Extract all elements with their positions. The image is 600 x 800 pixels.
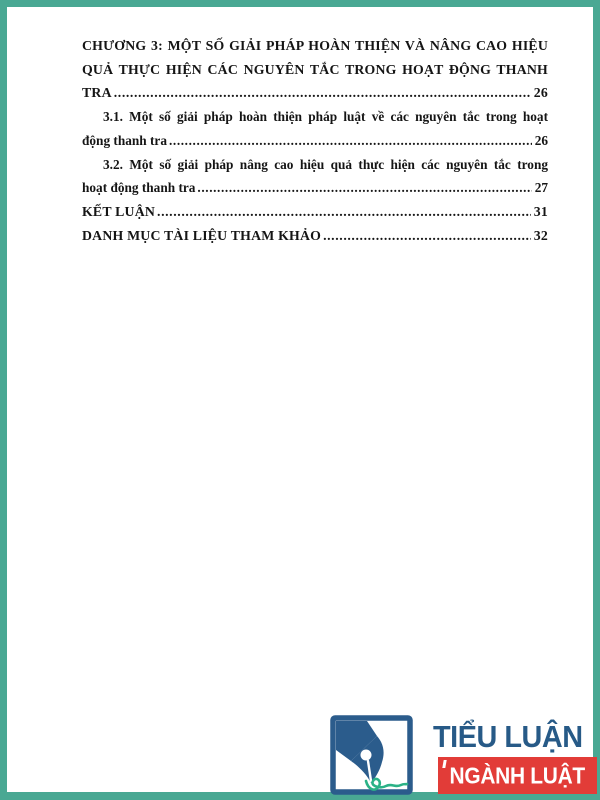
toc-section31-line1: 3.1. Một số giải pháp hoàn thiện pháp luật về các nguyên tắc trong hoạt xyxy=(103,109,548,125)
toc-section32-line2 xyxy=(82,176,548,200)
toc-section32-line1: 3.2. Một số giải pháp nâng cao hiệu quả thực hiện các nguyên tắc trong xyxy=(103,156,548,172)
toc-section31-line2 xyxy=(82,129,548,153)
toc-entry-text: DANH MỤC TÀI LIỆU THAM KHẢO xyxy=(82,227,322,243)
toc-chapter3-line3 xyxy=(82,81,548,105)
dot-leader xyxy=(197,176,531,200)
logo-title: TIỂU LUẬN xyxy=(433,719,583,754)
page-number: 31 xyxy=(533,203,548,219)
fountain-pen-icon xyxy=(330,715,413,795)
page-number: 32 xyxy=(533,227,548,243)
logo-subtitle: NGÀNH LUẬT xyxy=(449,761,586,789)
toc-conclusion xyxy=(82,200,548,224)
toc-entry-text: động thanh tra xyxy=(82,132,167,148)
dot-leader xyxy=(157,200,531,224)
page-number: 27 xyxy=(534,180,548,196)
toc-entry-text: hoạt động thanh tra xyxy=(82,180,196,196)
toc-references xyxy=(82,224,548,248)
toc-entry-text: KẾT LUẬN xyxy=(82,203,156,219)
page-number: 26 xyxy=(534,132,548,148)
dot-leader xyxy=(323,224,531,248)
dot-leader xyxy=(169,129,532,153)
toc-entry-text: TRA xyxy=(82,85,112,101)
table-of-contents xyxy=(82,34,548,247)
dot-leader xyxy=(114,81,531,105)
toc-chapter3-line1: CHƯƠNG 3: MỘT SỐ GIẢI PHÁP HOÀN THIỆN VÀ NÂNG CAO HIỆU xyxy=(82,38,548,53)
toc-chapter3-line2: QUẢ THỰC HIỆN CÁC NGUYÊN TẮC TRONG HOẠT ĐỘNG THANH xyxy=(82,61,548,77)
brand-logo xyxy=(330,708,598,796)
page xyxy=(7,7,593,792)
page-number: 26 xyxy=(533,85,548,101)
logo-subtitle-badge xyxy=(438,757,597,794)
